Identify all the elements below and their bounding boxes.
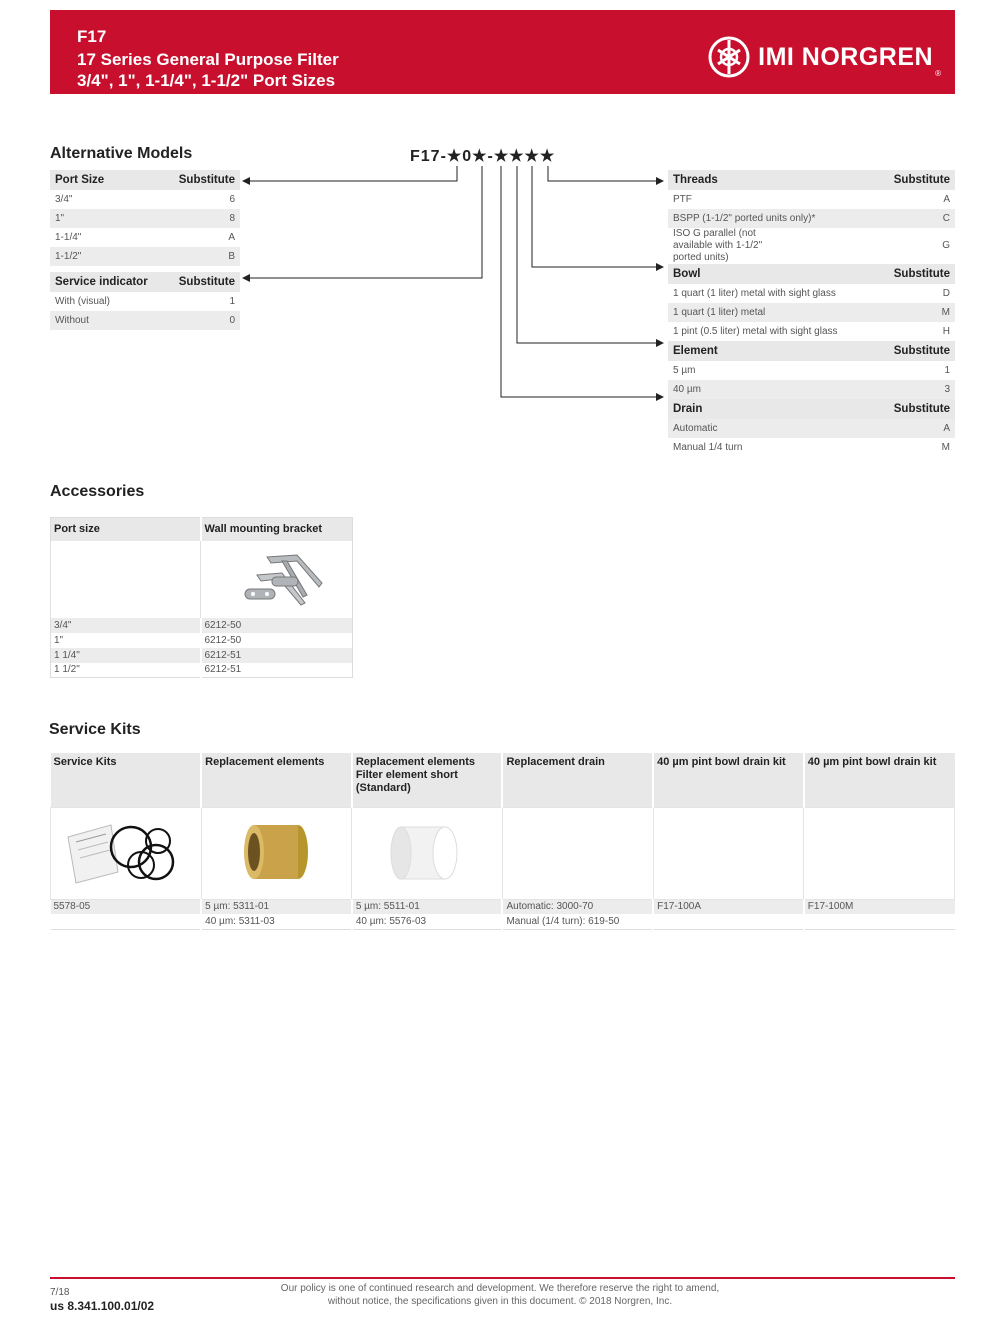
table-row: 1 pint (0.5 liter) metal with sight glass H bbox=[668, 322, 955, 341]
table-row: PTF A bbox=[668, 190, 955, 209]
service-indicator-table: Service indicator Substitute With (visual) 1 Without 0 bbox=[50, 272, 240, 330]
table-row: 3/4" 6 bbox=[50, 190, 240, 209]
element-header: Element bbox=[668, 341, 889, 361]
col-replacement-drain: Replacement drain bbox=[502, 753, 653, 807]
table-row: 1" 6212-50 bbox=[51, 633, 353, 648]
port-size-col: Port size bbox=[51, 518, 201, 541]
element-image bbox=[201, 807, 352, 899]
bowl-header: Bowl bbox=[668, 264, 889, 284]
table-row: Without 0 bbox=[50, 311, 240, 330]
policy-text bbox=[260, 1282, 740, 1308]
policy-line-2: without notice, the specifications given in this document. © 2018 Norgren, Inc. bbox=[327, 1296, 673, 1307]
connector-element bbox=[517, 166, 663, 343]
col-pint-bowl-kit-m: 40 µm pint bowl drain kit bbox=[804, 753, 955, 807]
table-row: 5 µm 1 bbox=[668, 361, 955, 380]
threads-bowl-element-drain-table: Threads Substitute PTF A BSPP (1-1/2" ported units only)* C ISO G parallel (not available with 1-1/2" ported units) G Bowl Substitute 1 quart (1 liter) metal with sight glass D 1 quart (1 liter) metal M 1 pint (0.5 liter) metal with sight glass H Element Substitute 5 µm 1 40 µm 3 Drain Substitute Automatic A Manual 1/4 turn M bbox=[668, 170, 955, 457]
service-kits-heading: Service Kits bbox=[49, 721, 141, 738]
brand-name: IMI NORGREN bbox=[758, 42, 934, 71]
table-row: 1 quart (1 liter) metal with sight glass D bbox=[668, 284, 955, 303]
table-row: Manual 1/4 turn M bbox=[668, 438, 955, 457]
port-sizes-title: 3/4", 1", 1-1/4", 1-1/2" Port Sizes bbox=[77, 71, 336, 90]
model-title: F17 bbox=[77, 27, 107, 46]
table-row: Automatic A bbox=[668, 419, 955, 438]
threads-header: Threads bbox=[668, 170, 889, 190]
table-row: 3/4" 6212-50 bbox=[51, 618, 353, 633]
table-row: BSPP (1-1/2" ported units only)* C bbox=[668, 209, 955, 228]
accessories-heading: Accessories bbox=[50, 483, 145, 500]
model-code: F17-★0★-★★★★ bbox=[410, 148, 556, 165]
col-pint-bowl-kit-a: 40 µm pint bowl drain kit bbox=[653, 753, 804, 807]
connector-port-size bbox=[243, 166, 457, 181]
table-row: 40 µm: 5311-03 40 µm: 5576-03 Manual (1/4 turn): 619-50 bbox=[51, 914, 955, 930]
port-size-header: Port Size bbox=[50, 170, 140, 190]
connector-service-indicator bbox=[243, 166, 482, 278]
table-row: 1-1/4" A bbox=[50, 228, 240, 247]
bracket-image bbox=[201, 541, 353, 618]
accessories-table bbox=[50, 517, 353, 678]
product-title: 17 Series General Purpose Filter bbox=[77, 50, 339, 69]
policy-line-1: Our policy is one of continued research and development. We therefore reserve the right to amend, bbox=[280, 1283, 720, 1294]
table-row: 40 µm 3 bbox=[668, 380, 955, 399]
table-row: ISO G parallel (not available with 1-1/2" ported units) G bbox=[668, 228, 955, 264]
connector-threads bbox=[548, 166, 663, 181]
page-number: 7/18 bbox=[50, 1287, 70, 1298]
document-number: us 8.341.100.01/02 bbox=[50, 1299, 155, 1313]
drain-header: Drain bbox=[668, 399, 889, 419]
element-short-image bbox=[352, 807, 503, 899]
table-row: 1 1/4" 6212-51 bbox=[51, 648, 353, 663]
col-service-kits: Service Kits bbox=[51, 753, 202, 807]
footer-divider bbox=[50, 1277, 955, 1279]
table-row: 1 quart (1 liter) metal M bbox=[668, 303, 955, 322]
table-row: 5578-05 5 µm: 5311-01 5 µm: 5511-01 Automatic: 3000-70 F17-100A F17-100M bbox=[51, 899, 955, 914]
col-replacement-elements: Replacement elements bbox=[201, 753, 352, 807]
table-row: With (visual) 1 bbox=[50, 292, 240, 311]
table-row: 1" 8 bbox=[50, 209, 240, 228]
service-kit-image bbox=[51, 807, 202, 899]
col-replacement-elements-short: Replacement elements Filter element short (Standard) bbox=[352, 753, 503, 807]
service-indicator-header: Service indicator bbox=[50, 272, 166, 292]
bracket-col: Wall mounting bracket bbox=[201, 518, 353, 541]
connector-drain bbox=[501, 166, 663, 397]
table-row: 1-1/2" B bbox=[50, 247, 240, 266]
service-kits-table bbox=[50, 753, 955, 930]
substitute-header: Substitute bbox=[140, 170, 240, 190]
table-row: 1 1/2" 6212-51 bbox=[51, 663, 353, 678]
port-size-table bbox=[50, 170, 240, 266]
brand-mark: ® bbox=[935, 69, 941, 78]
alt-models-heading: Alternative Models bbox=[50, 145, 193, 162]
